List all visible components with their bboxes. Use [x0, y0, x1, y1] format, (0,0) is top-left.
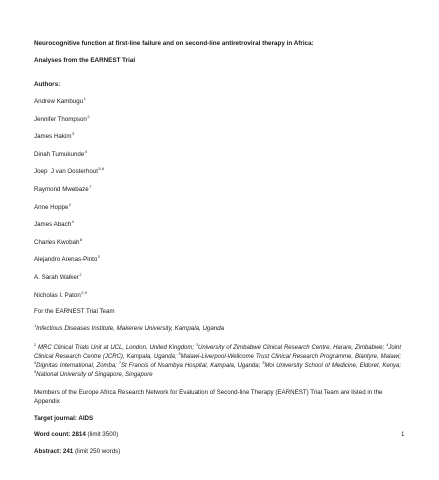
- title-page-content: [34, 40, 401, 456]
- word-count-label: Word count:: [34, 431, 73, 439]
- author-name: James Hakim: [34, 133, 72, 141]
- affiliation-marker: 4: [386, 343, 389, 348]
- author-item: [34, 133, 401, 141]
- affiliation-text: Malawi-Liverpool-Wellcome Trust Clinical Research Programme, Blantyre, Malawi;: [180, 354, 401, 361]
- paper-title-line-2: Analyses from the EARNEST Trial: [34, 57, 136, 64]
- author-affiliation-marker: 2: [87, 113, 90, 119]
- author-name: Andrew Kambugu: [34, 98, 84, 105]
- word-count-limit: (limit 3500): [85, 431, 119, 439]
- author-affiliation-marker: 2: [79, 271, 82, 277]
- author-affiliation-marker: 2: [68, 201, 72, 207]
- author-affiliation-marker: 8: [79, 236, 83, 242]
- author-item: [34, 271, 401, 282]
- primary-affiliation: [34, 325, 401, 333]
- affiliation-text: MRC Clinical Trials Unit at UCL, London, United Kingdom;: [36, 345, 196, 352]
- word-count-value: 2814: [72, 431, 86, 439]
- author-name: Nicholas I. Paton: [34, 291, 81, 299]
- affiliation-text: Dignitas International, Zomba;: [36, 363, 119, 370]
- page-number: 1: [401, 431, 405, 438]
- paper-title-line-1: Neurocognitive function at first-line failure and on second-line antiretroviral therapy in Africa:: [34, 40, 314, 47]
- author-affiliation-marker: 3: [71, 131, 75, 137]
- author-name: A. Sarah Walker: [34, 273, 79, 281]
- authors-heading: Authors:: [34, 81, 61, 88]
- affiliation-text: Infectious Diseases Institute, Makerere University, Kampala, Uganda: [36, 325, 225, 333]
- affiliation-marker: 8: [262, 361, 265, 366]
- affiliations-block: [34, 344, 401, 380]
- trial-team-line: For the EARNEST Trial Team: [34, 308, 115, 316]
- affiliation-marker: 7: [118, 361, 122, 366]
- abstract-count-value: 241: [62, 448, 74, 456]
- members-note: Members of the Europe Africa Research Network for Evaluation of Second-line Therapy (EARNEST) Trial Team are listed in the Appendix: [34, 389, 383, 406]
- author-name: Raymond Mwebaze: [34, 185, 89, 193]
- author-affiliation-marker: 1: [83, 96, 86, 101]
- abstract-count-limit: (limit 250 words): [73, 448, 121, 456]
- author-affiliation-marker: 4: [71, 219, 74, 225]
- abstract-count-label: Abstract:: [34, 448, 63, 456]
- author-affiliation-marker: 7: [89, 183, 92, 189]
- affiliation-marker: 1: [34, 324, 37, 329]
- author-name: Jennifer Thompson: [34, 115, 87, 123]
- author-affiliation-marker: 5,6: [98, 166, 105, 172]
- author-affiliation-marker: 2,9: [81, 289, 87, 295]
- affiliation-marker: 2: [34, 343, 37, 348]
- affiliation-text: St Francis of Nsambya Hospital, Kampala, Uganda;: [121, 363, 263, 370]
- author-name: James Abach: [34, 221, 72, 229]
- target-journal: Target journal: AIDS: [34, 415, 94, 423]
- affiliation-text: Joint Clinical Research Centre (JCRC), Kampala, Uganda;: [34, 345, 401, 361]
- author-list: [34, 98, 401, 300]
- affiliation-marker: 9: [34, 370, 37, 375]
- affiliation-text: Moi University School of Medicine, Eldoret, Kenya;: [264, 363, 401, 370]
- author-item: [34, 256, 401, 264]
- author-name: Joep J van Oosterhout: [34, 168, 98, 176]
- affiliation-text: University of Zimbabwe Clinical Research Centre, Harare, Zimbabwe;: [198, 345, 387, 352]
- author-affiliation-marker: 2: [97, 254, 101, 260]
- affiliation-marker: 5: [178, 352, 181, 357]
- author-name: Anne Hoppe: [34, 203, 69, 211]
- affiliation-marker: 6: [34, 361, 37, 366]
- author-item: [34, 183, 401, 194]
- author-item: [34, 98, 401, 106]
- abstract-count: [34, 448, 401, 456]
- author-item: [34, 289, 401, 300]
- author-affiliation-marker: 4: [84, 148, 87, 154]
- author-name: Charles Kwobah: [34, 238, 80, 246]
- author-item: [34, 148, 401, 159]
- author-item: [34, 221, 401, 229]
- author-item: [34, 201, 401, 212]
- author-name: Dinah Tumukunde: [34, 150, 85, 158]
- affiliation-text: National University of Singapore, Singapore: [36, 372, 153, 379]
- author-item: [34, 168, 401, 176]
- author-item: [34, 113, 401, 124]
- author-item: [34, 236, 401, 247]
- word-count: [34, 431, 401, 439]
- affiliation-marker: 3: [195, 343, 199, 348]
- author-name: Alejandro Arenas-Pinto: [34, 256, 98, 264]
